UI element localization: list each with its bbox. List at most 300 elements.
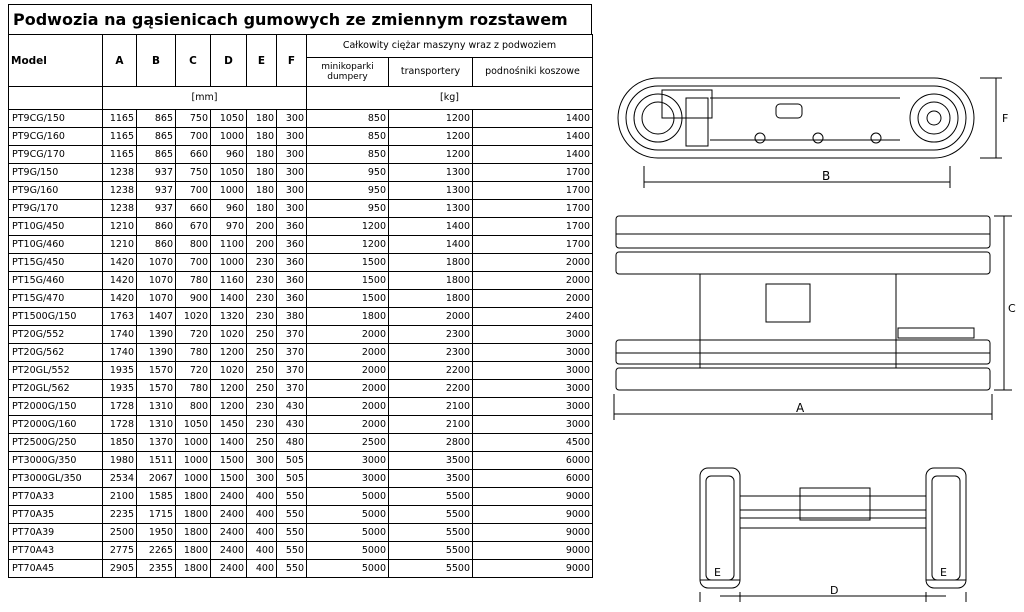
value-cell: 2800: [389, 434, 473, 452]
value-cell: 937: [137, 182, 176, 200]
header-units-spacer: [9, 87, 103, 110]
value-cell: 1740: [103, 344, 137, 362]
table-row: [9, 398, 593, 416]
top-center-frame: [700, 274, 896, 368]
value-cell: 1500: [307, 272, 389, 290]
value-cell: 670: [176, 218, 211, 236]
value-cell: 1390: [137, 344, 176, 362]
table-row: [9, 542, 593, 560]
value-cell: 850: [307, 146, 389, 164]
table-row: [9, 506, 593, 524]
value-cell: 200: [247, 236, 277, 254]
model-cell: PT9CG/150: [9, 110, 103, 128]
value-cell: 5000: [307, 524, 389, 542]
model-cell: PT70A39: [9, 524, 103, 542]
value-cell: 370: [277, 380, 307, 398]
model-cell: PT9CG/160: [9, 128, 103, 146]
model-cell: PT3000GL/350: [9, 470, 103, 488]
value-cell: 1200: [389, 146, 473, 164]
value-cell: 2100: [389, 416, 473, 434]
value-cell: 230: [247, 290, 277, 308]
value-cell: 1238: [103, 182, 137, 200]
top-track-upper: [616, 216, 990, 248]
table-row: [9, 218, 593, 236]
header-dim-f: F: [277, 35, 307, 87]
value-cell: 1310: [137, 398, 176, 416]
value-cell: 2000: [473, 272, 593, 290]
header-weight-group: Całkowity ciężar maszyny wraz z podwoziem: [307, 35, 593, 58]
value-cell: 300: [277, 200, 307, 218]
top-track-lower: [616, 340, 990, 364]
value-cell: 2000: [307, 416, 389, 434]
value-cell: 860: [137, 236, 176, 254]
value-cell: 1000: [176, 470, 211, 488]
value-cell: 1400: [473, 146, 593, 164]
model-cell: PT20GL/552: [9, 362, 103, 380]
value-cell: 1800: [176, 560, 211, 578]
value-cell: 550: [277, 560, 307, 578]
value-cell: 800: [176, 398, 211, 416]
value-cell: 5500: [389, 506, 473, 524]
value-cell: 1420: [103, 254, 137, 272]
value-cell: 400: [247, 506, 277, 524]
value-cell: 1700: [473, 164, 593, 182]
value-cell: 3000: [307, 470, 389, 488]
model-cell: PT20G/562: [9, 344, 103, 362]
table-row: [9, 128, 593, 146]
model-cell: PT9G/160: [9, 182, 103, 200]
idler-right-inner: [918, 102, 950, 134]
value-cell: 750: [176, 164, 211, 182]
top-track-upper-2: [616, 252, 990, 274]
value-cell: 430: [277, 398, 307, 416]
value-cell: 2300: [389, 344, 473, 362]
header-podnosniki: podnośniki koszowe: [473, 58, 593, 87]
value-cell: 1700: [473, 200, 593, 218]
value-cell: 1800: [176, 488, 211, 506]
value-cell: 400: [247, 542, 277, 560]
header-minikoparki-line2: dumpery: [327, 72, 368, 82]
table-row: [9, 290, 593, 308]
model-cell: PT9CG/170: [9, 146, 103, 164]
header-unit-mm: [mm]: [103, 87, 307, 110]
table-row: [9, 254, 593, 272]
value-cell: 1728: [103, 398, 137, 416]
value-cell: 6000: [473, 452, 593, 470]
table-row: [9, 308, 593, 326]
value-cell: 1200: [307, 236, 389, 254]
value-cell: 1300: [389, 164, 473, 182]
value-cell: 1800: [176, 542, 211, 560]
value-cell: 9000: [473, 542, 593, 560]
header-transportery: transportery: [389, 58, 473, 87]
table-row: [9, 236, 593, 254]
value-cell: 3000: [473, 380, 593, 398]
value-cell: 230: [247, 416, 277, 434]
value-cell: 1400: [211, 434, 247, 452]
spec-table-wrapper: [8, 4, 592, 578]
header-dim-e: E: [247, 35, 277, 87]
value-cell: 1570: [137, 380, 176, 398]
value-cell: 2400: [211, 524, 247, 542]
value-cell: 1100: [211, 236, 247, 254]
model-cell: PT70A43: [9, 542, 103, 560]
value-cell: 250: [247, 362, 277, 380]
front-view-diagram: [700, 468, 966, 602]
value-cell: 2000: [307, 398, 389, 416]
value-cell: 1200: [389, 110, 473, 128]
value-cell: 950: [307, 182, 389, 200]
idler-right: [910, 94, 958, 142]
table-row: [9, 182, 593, 200]
value-cell: 230: [247, 272, 277, 290]
value-cell: 1000: [211, 182, 247, 200]
value-cell: 1800: [389, 272, 473, 290]
value-cell: 1200: [211, 398, 247, 416]
model-cell: PT2500G/250: [9, 434, 103, 452]
front-center-box: [800, 488, 870, 520]
value-cell: 250: [247, 434, 277, 452]
value-cell: 505: [277, 470, 307, 488]
value-cell: 1800: [176, 506, 211, 524]
model-cell: PT70A45: [9, 560, 103, 578]
value-cell: 750: [176, 110, 211, 128]
value-cell: 6000: [473, 470, 593, 488]
table-row: [9, 470, 593, 488]
value-cell: 360: [277, 290, 307, 308]
value-cell: 2400: [211, 488, 247, 506]
value-cell: 230: [247, 254, 277, 272]
spec-table: [8, 34, 593, 578]
value-cell: 1500: [307, 254, 389, 272]
value-cell: 1800: [307, 308, 389, 326]
value-cell: 1020: [211, 326, 247, 344]
value-cell: 2400: [211, 506, 247, 524]
value-cell: 3000: [473, 326, 593, 344]
center-mount: [776, 104, 802, 118]
value-cell: 370: [277, 344, 307, 362]
value-cell: 1570: [137, 362, 176, 380]
value-cell: 1763: [103, 308, 137, 326]
value-cell: 1370: [137, 434, 176, 452]
value-cell: 937: [137, 164, 176, 182]
model-cell: PT70A33: [9, 488, 103, 506]
value-cell: 5500: [389, 560, 473, 578]
value-cell: 9000: [473, 524, 593, 542]
value-cell: 360: [277, 236, 307, 254]
value-cell: 4500: [473, 434, 593, 452]
side-view-diagram: [618, 78, 1002, 188]
value-cell: 250: [247, 380, 277, 398]
value-cell: 1400: [389, 236, 473, 254]
value-cell: 2000: [307, 380, 389, 398]
model-cell: PT10G/450: [9, 218, 103, 236]
front-crossbeam-top: [740, 496, 926, 510]
value-cell: 900: [176, 290, 211, 308]
value-cell: 1420: [103, 290, 137, 308]
value-cell: 970: [211, 218, 247, 236]
value-cell: 300: [277, 182, 307, 200]
value-cell: 1310: [137, 416, 176, 434]
value-cell: 1950: [137, 524, 176, 542]
table-row: [9, 146, 593, 164]
top-view-diagram: [614, 216, 1012, 420]
value-cell: 2000: [473, 290, 593, 308]
table-row: [9, 380, 593, 398]
value-cell: 5500: [389, 542, 473, 560]
value-cell: 720: [176, 326, 211, 344]
model-cell: PT9G/150: [9, 164, 103, 182]
value-cell: 1740: [103, 326, 137, 344]
value-cell: 3000: [307, 452, 389, 470]
value-cell: 1165: [103, 146, 137, 164]
value-cell: 3000: [473, 398, 593, 416]
value-cell: 2775: [103, 542, 137, 560]
dim-label-e-left: E: [714, 566, 721, 579]
value-cell: 2400: [211, 542, 247, 560]
value-cell: 2905: [103, 560, 137, 578]
table-row: [9, 560, 593, 578]
value-cell: 1200: [211, 344, 247, 362]
value-cell: 1407: [137, 308, 176, 326]
model-cell: PT1500G/150: [9, 308, 103, 326]
value-cell: 2000: [307, 344, 389, 362]
value-cell: 2000: [307, 326, 389, 344]
value-cell: 9000: [473, 506, 593, 524]
value-cell: 1585: [137, 488, 176, 506]
value-cell: 2100: [389, 398, 473, 416]
value-cell: 430: [277, 416, 307, 434]
value-cell: 300: [277, 164, 307, 182]
frame-bracket: [686, 98, 708, 146]
model-cell: PT10G/460: [9, 236, 103, 254]
value-cell: 250: [247, 344, 277, 362]
value-cell: 960: [211, 146, 247, 164]
value-cell: 180: [247, 110, 277, 128]
table-header: [9, 35, 593, 110]
roller-3: [871, 133, 881, 143]
value-cell: 700: [176, 254, 211, 272]
dim-label-c: C: [1008, 302, 1016, 315]
value-cell: 300: [277, 146, 307, 164]
value-cell: 1390: [137, 326, 176, 344]
value-cell: 850: [307, 128, 389, 146]
model-cell: PT3000G/350: [9, 452, 103, 470]
value-cell: 550: [277, 488, 307, 506]
value-cell: 2235: [103, 506, 137, 524]
value-cell: 3000: [473, 416, 593, 434]
value-cell: 1500: [307, 290, 389, 308]
value-cell: 1000: [176, 434, 211, 452]
value-cell: 1020: [211, 362, 247, 380]
value-cell: 5000: [307, 488, 389, 506]
value-cell: 300: [247, 470, 277, 488]
value-cell: 1320: [211, 308, 247, 326]
table-row: [9, 524, 593, 542]
value-cell: 3000: [473, 344, 593, 362]
idler-hub: [927, 111, 941, 125]
value-cell: 2534: [103, 470, 137, 488]
value-cell: 3500: [389, 470, 473, 488]
diagrams-svg: [600, 40, 1020, 605]
model-cell: PT15G/460: [9, 272, 103, 290]
value-cell: 300: [277, 110, 307, 128]
value-cell: 2500: [307, 434, 389, 452]
table-row: [9, 488, 593, 506]
table-row: [9, 110, 593, 128]
value-cell: 937: [137, 200, 176, 218]
value-cell: 1200: [211, 380, 247, 398]
value-cell: 865: [137, 146, 176, 164]
table-row: [9, 362, 593, 380]
value-cell: 780: [176, 272, 211, 290]
value-cell: 1210: [103, 236, 137, 254]
value-cell: 1050: [211, 110, 247, 128]
value-cell: 1935: [103, 380, 137, 398]
dimension-diagrams: [600, 40, 1020, 605]
value-cell: 700: [176, 182, 211, 200]
top-track-lower-2: [616, 368, 990, 390]
value-cell: 180: [247, 128, 277, 146]
front-track-right-inner: [932, 476, 960, 580]
table-row: [9, 452, 593, 470]
value-cell: 5500: [389, 524, 473, 542]
value-cell: 1400: [211, 290, 247, 308]
value-cell: 200: [247, 218, 277, 236]
value-cell: 1050: [176, 416, 211, 434]
value-cell: 1020: [176, 308, 211, 326]
value-cell: 660: [176, 146, 211, 164]
header-dim-a: A: [103, 35, 137, 87]
value-cell: 2000: [473, 254, 593, 272]
value-cell: 1980: [103, 452, 137, 470]
dim-label-e-right: E: [940, 566, 947, 579]
value-cell: 865: [137, 110, 176, 128]
value-cell: 1500: [211, 452, 247, 470]
value-cell: 660: [176, 200, 211, 218]
value-cell: 180: [247, 200, 277, 218]
value-cell: 5500: [389, 488, 473, 506]
value-cell: 1450: [211, 416, 247, 434]
value-cell: 2067: [137, 470, 176, 488]
value-cell: 300: [277, 128, 307, 146]
model-cell: PT20G/552: [9, 326, 103, 344]
value-cell: 3000: [473, 362, 593, 380]
value-cell: 1800: [389, 290, 473, 308]
model-cell: PT2000G/150: [9, 398, 103, 416]
value-cell: 2500: [103, 524, 137, 542]
header-dim-b: B: [137, 35, 176, 87]
value-cell: 860: [137, 218, 176, 236]
value-cell: 1070: [137, 290, 176, 308]
value-cell: 5000: [307, 506, 389, 524]
model-cell: PT15G/450: [9, 254, 103, 272]
table-row: [9, 200, 593, 218]
value-cell: 1165: [103, 128, 137, 146]
value-cell: 1000: [176, 452, 211, 470]
top-side-plate: [898, 328, 974, 338]
value-cell: 2355: [137, 560, 176, 578]
value-cell: 1050: [211, 164, 247, 182]
dim-label-f: F: [1002, 112, 1009, 125]
value-cell: 480: [277, 434, 307, 452]
roller-1: [755, 133, 765, 143]
value-cell: 1800: [389, 254, 473, 272]
value-cell: 1400: [473, 110, 593, 128]
model-cell: PT9G/170: [9, 200, 103, 218]
table-row: [9, 344, 593, 362]
value-cell: 180: [247, 146, 277, 164]
value-cell: 3500: [389, 452, 473, 470]
value-cell: 1715: [137, 506, 176, 524]
page-title: Podwozia na gąsienicach gumowych ze zmiennym rozstawem: [8, 4, 592, 34]
model-cell: PT15G/470: [9, 290, 103, 308]
value-cell: 1238: [103, 164, 137, 182]
value-cell: 1200: [389, 128, 473, 146]
value-cell: 1165: [103, 110, 137, 128]
value-cell: 300: [247, 452, 277, 470]
header-minikoparki-line1: minikoparki: [321, 62, 374, 72]
table-row: [9, 164, 593, 182]
value-cell: 1700: [473, 218, 593, 236]
value-cell: 1420: [103, 272, 137, 290]
value-cell: 360: [277, 218, 307, 236]
value-cell: 550: [277, 524, 307, 542]
table-body: [9, 110, 593, 578]
value-cell: 1070: [137, 272, 176, 290]
value-cell: 400: [247, 488, 277, 506]
value-cell: 800: [176, 236, 211, 254]
roller-2: [813, 133, 823, 143]
header-model: Model: [9, 35, 103, 87]
value-cell: 2300: [389, 326, 473, 344]
value-cell: 9000: [473, 488, 593, 506]
value-cell: 400: [247, 560, 277, 578]
table-row: [9, 434, 593, 452]
value-cell: 550: [277, 506, 307, 524]
value-cell: 230: [247, 398, 277, 416]
value-cell: 1238: [103, 200, 137, 218]
value-cell: 780: [176, 344, 211, 362]
dim-label-d: D: [830, 584, 839, 597]
value-cell: 1935: [103, 362, 137, 380]
value-cell: 1400: [473, 128, 593, 146]
value-cell: 1728: [103, 416, 137, 434]
header-minikoparki: [307, 58, 389, 87]
value-cell: 2265: [137, 542, 176, 560]
value-cell: 2100: [103, 488, 137, 506]
value-cell: 2000: [389, 308, 473, 326]
value-cell: 1300: [389, 182, 473, 200]
table-row: [9, 272, 593, 290]
dim-label-a: A: [796, 401, 805, 415]
value-cell: 1700: [473, 236, 593, 254]
value-cell: 720: [176, 362, 211, 380]
model-cell: PT2000G/160: [9, 416, 103, 434]
value-cell: 380: [277, 308, 307, 326]
value-cell: 780: [176, 380, 211, 398]
value-cell: 1000: [211, 128, 247, 146]
value-cell: 180: [247, 164, 277, 182]
value-cell: 550: [277, 542, 307, 560]
value-cell: 2400: [211, 560, 247, 578]
value-cell: 2200: [389, 380, 473, 398]
value-cell: 370: [277, 326, 307, 344]
value-cell: 2400: [473, 308, 593, 326]
value-cell: 1700: [473, 182, 593, 200]
frame-plate: [662, 90, 712, 118]
value-cell: 250: [247, 326, 277, 344]
